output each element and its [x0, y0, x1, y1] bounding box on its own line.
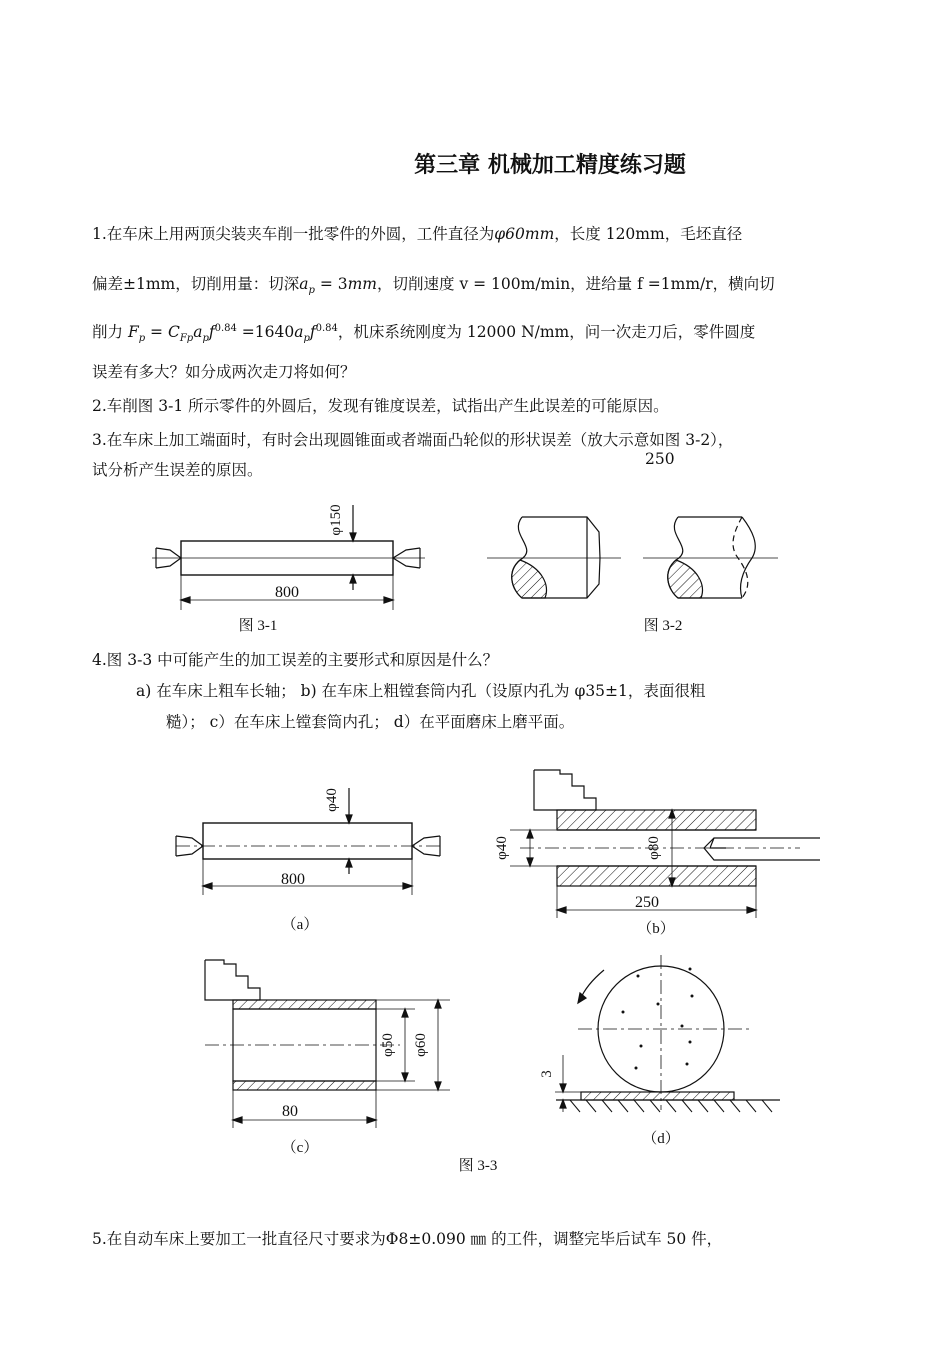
fig33c-label: （c） — [281, 1140, 319, 1156]
q1-line-3: 削力 $F_p = C_{Fp}a_pf^{0.84} =1640a_pf^{0.84}$，机床系统刚度为 12000 N/mm，问一次走刀后，零件圆度 — [92, 322, 756, 345]
fig33b-label: （b） — [637, 921, 675, 937]
fig33c-length: 80 — [282, 1103, 298, 1120]
q4-line-1: 4.图 3-3 中可能产生的加工误差的主要形式和原因是什么？ — [92, 651, 499, 669]
q4-line-2: a) 在车床上粗车长轴； b) 在车床上粗镗套筒内孔（设原内孔为 φ35±1，表面很粗 — [136, 682, 706, 700]
page-title: 第三章 机械加工精度练习题 — [414, 153, 686, 178]
fig33d-height: 3 — [539, 1070, 555, 1078]
fig33b-outer: φ80 — [646, 836, 662, 860]
q3-line-2: 试分析产生误差的原因。 — [92, 461, 263, 479]
fig33a-length: 800 — [281, 871, 305, 888]
q1-line-1: 1.在车床上用两顶尖装夹车削一批零件的外圆，工件直径为φ60mm，长度 120mm，毛坯直径 — [92, 225, 743, 243]
fig33b — [510, 770, 820, 918]
fig33b-length: 250 — [635, 894, 659, 911]
fig33b-inner: φ40 — [494, 836, 510, 860]
stray-dimension: 250 — [645, 450, 675, 468]
q2-text: 2.车削图 3-1 所示零件的外圆后，发现有锥度误差，试指出产生此误差的可能原因。 — [92, 397, 669, 415]
q5-text: 5.在自动车床上要加工一批直径尺寸要求为Φ8±0.090 ㎜ 的工件，调整完毕后试车 50 件， — [92, 1230, 723, 1248]
fig33c-outer: φ60 — [413, 1033, 429, 1057]
fig33c-inner: φ50 — [380, 1033, 396, 1057]
fig33a — [176, 788, 440, 895]
q1-line-4: 误差有多大？如分成两次走刀将如何？ — [92, 363, 356, 381]
q1-diameter: φ60 — [494, 225, 525, 243]
fig33d-label: （d） — [642, 1131, 680, 1147]
q1-line-2: 偏差±1mm，切削用量：切深$a_p = 3mm$，切削速度 v = 100m/min，进给量 f =1mm/r，横向切 — [92, 275, 775, 297]
fig31-length-label: 800 — [275, 584, 299, 601]
fig33a-diameter: φ40 — [324, 788, 340, 812]
fig33a-label: （a） — [281, 917, 319, 933]
fig33-caption: 图 3-3 — [458, 1158, 498, 1174]
fig31-caption: 图 3-1 — [238, 618, 278, 634]
fig31-diameter-label: φ150 — [328, 504, 344, 536]
fig32-caption: 图 3-2 — [643, 618, 683, 634]
q4-line-3: 糙）； c）在车床上镗套筒内孔； d）在平面磨床上磨平面。 — [166, 713, 575, 731]
fig33d — [555, 955, 780, 1112]
grinding-dots — [622, 968, 694, 1070]
q3-line-1: 3.在车床上加工端面时，有时会出现圆锥面或者端面凸轮似的形状误差（放大示意如图 3-2）， — [92, 431, 734, 449]
